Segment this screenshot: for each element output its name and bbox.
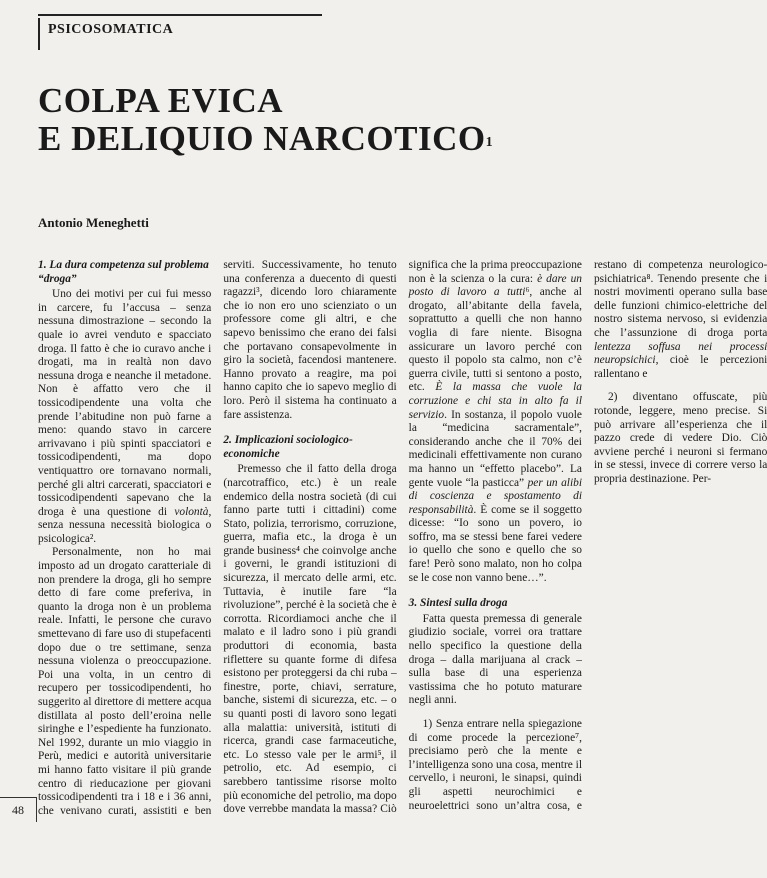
top-rule (38, 14, 322, 16)
paragraph: Premesso che il fatto della droga (narcotraffico, etc.) è un reale endemico della nostra società (di cui fanno parte tutti i cittadini) come Stato, polizia, terrorismo, corruzione, guerra, mafia etc., la droga è un grande business⁴ che coinvolge anche i governi, le grandi istituzioni di sicurezza, il mercato delle armi, etc. Tuttavia, è inutile fare “la rivoluzione”, perché è la società che è corrotta. Ricordiamoci anche che il malato e il ladro sono i più grandi produttori di economia, basta riflettere su quante forme di difesa esistono per proteggersi da chi ruba – finestre, porte, chiavi, serrature, banche, sistemi di sicurezza, etc. – o su quanti posti di lavoro sono legati alla malattia: università, istituti di ricerca, grandi case farmaceutiche, etc. Lo stesso vale per le armi⁵, il petrolio, etc. Ad esempio, ci sarebbero tantissime risorse molto più economiche del petrolio, ma dopo dove verrebbe mandata la massa? Ciò significa che la prima preoccupazione non è la scienza o la cura: è dare un posto di lavoro a tutti⁶, anche al drogato, all’abitante della favela, soprattutto a quelli che non hanno voglia di fare niente. Bisogna assicurare un lavoro perché con questo il popolo sta calmo, non c’è guerra civile, tutti si sentono a posto, etc. È la massa che vuole la corruzione e chi sta in alto fa il servizio. In sostanza, il popolo vuole la “medicina sacramentale”, considerando anche che il 70% dei medicinali effettivamente non curano ma hanno un “effetto placebo”. La gente vuole “la pasticca” per un alibi di coscienza e spostamento di responsabilità. È come se il soggetto dicesse: “Io sono un povero, io soffro, ma se stessi bene farei vedere io quello che sono e quello che so fare! Però sono malato, non ho colpa se le cose non vanno bene…”. (223, 259, 582, 816)
paragraph: 1) Senza entrare nella spiegazione di come procede la percezione⁷, precisiamo però che la mente e l’intelligenza sono una cosa, mentre il cervello, i neuroni, le sinapsi, quindi gli aspetti neurochimici e neuroelettrici sono un’altra cosa, e restano di competenza neurologico-psichiatrica⁸. Tenendo presente che i nostri movimenti operano sulla base delle funzioni chimico-elettriche del nostro sistema nervoso, si evidenzia che l’assunzione di droga porta lentezza soffusa nei processi neuropsichici, cioè le percezioni rallentano e (408, 259, 767, 812)
section-heading-1: 1. La dura competenza sul problema “droga” (38, 259, 209, 285)
title-line-1: COLPA EVICA (38, 81, 284, 120)
title-line-2: E DELIQUIO NARCOTICO (38, 119, 486, 158)
article-body (38, 259, 767, 825)
page-number: 48 (0, 797, 37, 822)
paragraph: Personalmente, non ho mai imposto ad un drogato caratteriale di non prendere la droga, gli ho sempre detto di fare come preferiva, in quanto la droga non è un problema reale. Infatti, le persone che curavo smettevano di fare uso di stupefacenti dopo due o tre settimane, senza nessuna violenza o preoccupazione. Poi una volta, in un centro di recupero per tossicodipendenti, ho suggerito al direttore di mettere acqua distillata al posto dell’eroina nelle siringhe e l’espediente ha funzionato. Nel 1992, durante un mio viaggio in Perù, medici e autorità universitarie mi hanno fatto visitare il più grande centro di rieducazione per giovani tossicodipendenti tra i 18 e i 36 anni, che venivano curati, assistiti e ben serviti. Successivamente, ho tenuto una conferenza a duecento di questi ragazzi³, dicendo loro chiaramente che io non ero uno scienziato o un professore come gli altri, e che sapevo benissimo che erano dei falsi che portavano consapevolmente in giro la società, facendosi mantenere. Hanno provato a reagire, ma poi hanno capito che io sapevo meglio di loro. Però il sistema ha continuato a fare assistenza. (38, 259, 397, 817)
paragraph: Fatta questa premessa di generale giudizio sociale, vorrei ora trattare nello specifico la questione della droga – dalla marijuana al crack – sulla base di una esperienza vastissima che ho potuto maturare negli anni. (408, 612, 582, 707)
article-title (38, 82, 493, 158)
paragraph: Uno dei motivi per cui fui messo in carcere, fu l’accusa – senza nessuna dimostrazione – secondo la quale io avrei venduto e spacciato droga. Il fatto è che io curavo anche i drogati, ma in realtà non davo nessuna droga e neanche il metadone. Non è affatto vero che il tossicodipendente una volta che prende l’abitudine non può farne a meno: quando stavo in carcere arrivavano i più spinti spacciatori e tossicodipendenti, ma dopo ventiquattro ore tornavano normali, perché gli altri carcerati, spacciatori e tossicodipendenti sapevano che la droga è una questione di volontà, senza nessuna necessità biologica o psicologica². (38, 288, 212, 545)
section-label: PSICOSOMATICA (38, 18, 173, 50)
title-footnote-marker: 1 (485, 135, 494, 150)
section-heading-3: 3. Sintesi sulla droga (408, 597, 508, 610)
section-heading-2: 2. Implicazioni sociologico-economiche (223, 434, 353, 460)
paragraph: 2) diventano offuscate, più rotonde, leggere, meno precise. Si può arrivare all’esperienza che il pazzo crede di vedere Dio. Ciò avviene perché i neuroni si fermano in se stessi, invece di correre verso la propria destinazione. Per- (593, 391, 767, 485)
author-name: Antonio Meneghetti (38, 215, 149, 230)
